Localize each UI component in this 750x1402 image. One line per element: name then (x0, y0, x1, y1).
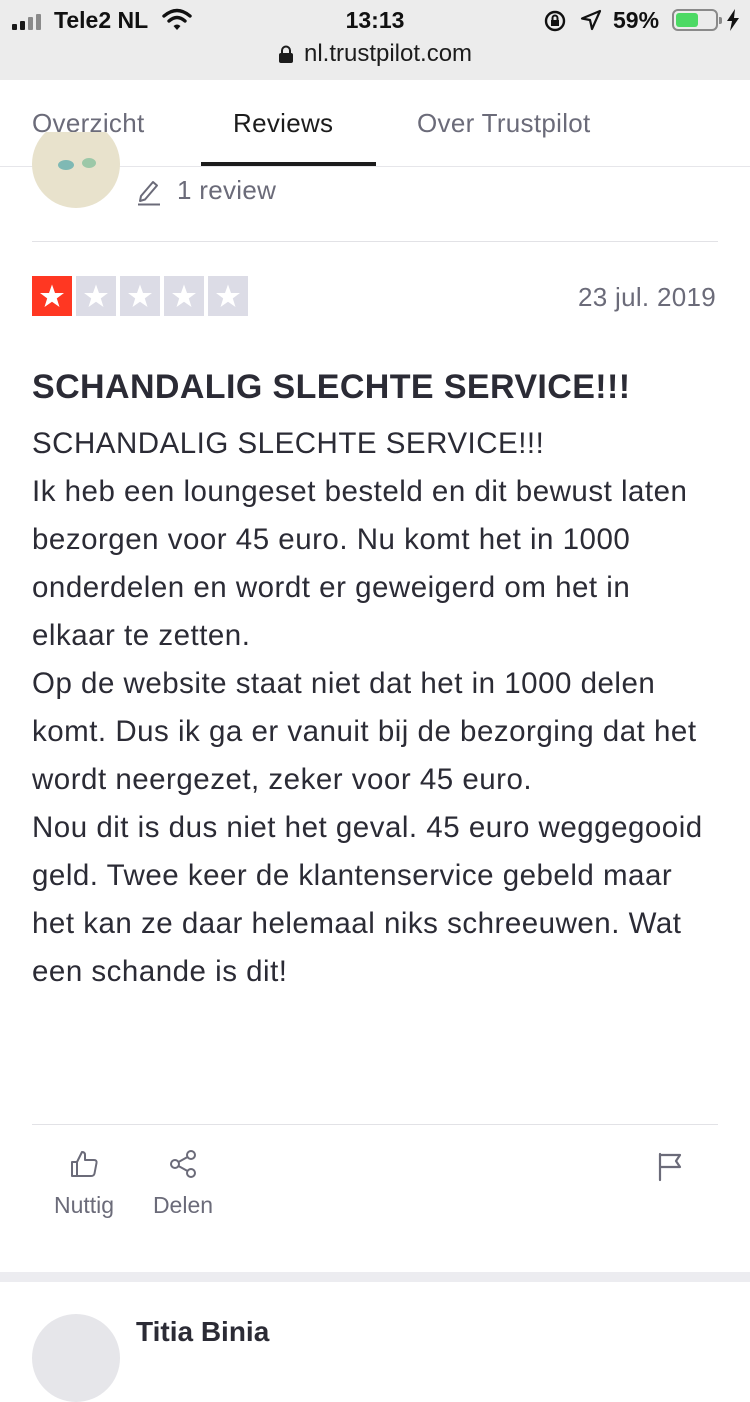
battery-icon (672, 9, 718, 31)
active-tab-indicator (201, 162, 376, 166)
address-bar[interactable] (0, 40, 750, 74)
url-text: nl.trustpilot.com (303, 40, 473, 67)
share-button[interactable] (151, 1148, 215, 1219)
carrier-name: Tele2 NL (54, 7, 149, 33)
status-bar (0, 0, 750, 40)
star-empty-icon (120, 276, 160, 316)
location-arrow-icon (580, 9, 602, 31)
tab-reviews[interactable]: Reviews (233, 108, 334, 138)
thumbs-up-icon (68, 1148, 100, 1180)
share-label: Delen (152, 1192, 214, 1218)
review-paragraph: Op de website staat niet dat het in 1000 delen komt. Dus ik ga er vanuit bij de bezorging dat het wordt neergezet, zeker voor 45 euro. (32, 667, 697, 796)
divider (32, 241, 718, 242)
avatar[interactable] (32, 1314, 120, 1402)
review-paragraph: SCHANDALIG SLECHTE SERVICE!!! (32, 427, 545, 460)
star-filled-icon (32, 276, 72, 316)
useful-label: Nuttig (53, 1192, 115, 1218)
flag-icon[interactable] (654, 1150, 686, 1182)
pencil-icon (136, 176, 162, 206)
review-title[interactable]: SCHANDALIG SLECHTE SERVICE!!! (32, 368, 631, 406)
browser-top-bar (0, 0, 750, 80)
lock-icon (278, 45, 294, 63)
useful-button[interactable] (52, 1148, 116, 1219)
star-empty-icon (164, 276, 204, 316)
review-paragraph: Ik heb een loungeset besteld en dit bewust laten bezorgen voor 45 euro. Nu komt het in 1000 onderdelen en wordt er geweigerd om het in elkaar te zetten. (32, 475, 688, 652)
share-icon (167, 1148, 199, 1180)
avatar[interactable] (32, 132, 120, 210)
tab-over-trustpilot[interactable]: Over Trustpilot (417, 108, 591, 138)
clock: 13:13 (345, 7, 405, 33)
review-count-label: 1 review (177, 175, 277, 205)
review-date: 23 jul. 2019 (577, 282, 716, 312)
divider (32, 1124, 718, 1125)
reviewer-name[interactable]: Titia Binia (136, 1316, 270, 1347)
star-empty-icon (208, 276, 248, 316)
review-body (32, 420, 722, 996)
section-divider (0, 1272, 750, 1282)
battery-percentage: 59% (613, 7, 660, 33)
orientation-lock-icon (543, 9, 567, 33)
star-empty-icon (76, 276, 116, 316)
review-paragraph: Nou dit is dus niet het geval. 45 euro weggegooid geld. Twee keer de klantenservice gebeld maar het kan ze daar helemaal niks schreeuwen. Wat een schande is dit! (32, 811, 703, 988)
tab-overzicht[interactable]: Overzicht (32, 108, 145, 138)
charging-bolt-icon (726, 9, 740, 31)
